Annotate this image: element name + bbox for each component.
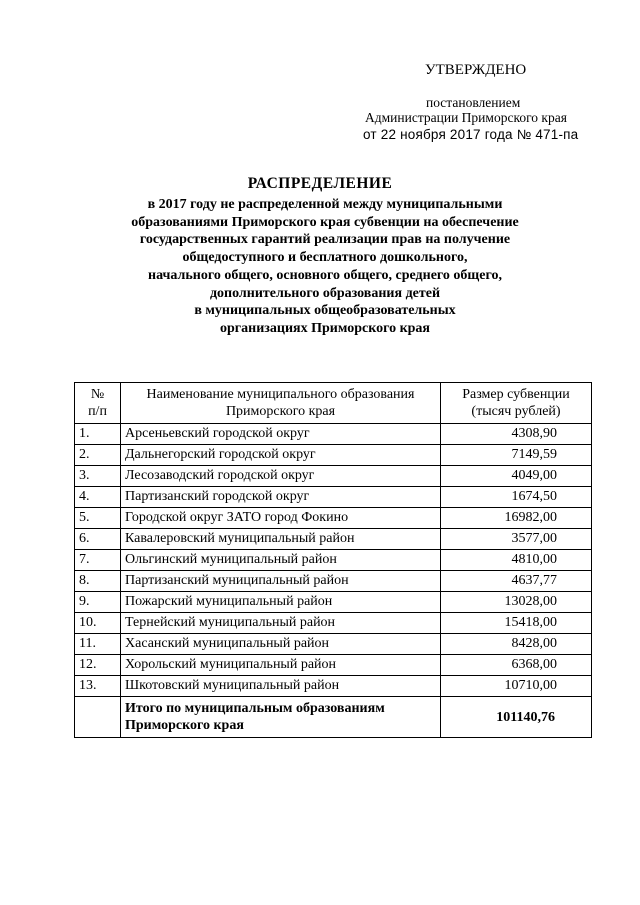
row-amount: 7149,59	[441, 445, 592, 466]
approved-label: УТВЕРЖДЕНО	[425, 62, 527, 78]
header-amount-line2: (тысяч рублей)	[471, 404, 561, 419]
row-amount: 8428,00	[441, 634, 592, 655]
table-row	[75, 655, 592, 676]
header-number	[75, 383, 121, 424]
header-name-line2: Приморского края	[225, 404, 336, 419]
row-name: Ольгинский муниципальный район	[121, 550, 441, 571]
decree-line-2: Администрации Приморского края	[365, 110, 567, 125]
table-row	[75, 550, 592, 571]
document-title: РАСПРЕДЕЛЕНИЕ	[247, 175, 393, 192]
row-amount: 6368,00	[441, 655, 592, 676]
subtitle-line: начального общего, основного общего, среднего общего,	[148, 267, 502, 283]
row-number: 10.	[75, 613, 121, 634]
subtitle-line: образованиями Приморского края субвенции на обеспечение	[131, 214, 519, 230]
row-name: Хасанский муниципальный район	[121, 634, 441, 655]
row-number: 12.	[75, 655, 121, 676]
table-row	[75, 592, 592, 613]
subtitle-line: в 2017 году не распределенной между муниципальными	[147, 197, 503, 212]
total-label-line1: Итого по муниципальным образованиям	[125, 701, 385, 716]
row-amount: 3577,00	[441, 529, 592, 550]
table-row	[75, 529, 592, 550]
subtitle-line: дополнительного образования детей	[209, 285, 441, 301]
subtitle-line: организациях Приморского края	[219, 320, 431, 336]
subtitle-line: в муниципальных общеобразовательных	[194, 303, 456, 319]
table-row	[75, 487, 592, 508]
row-number: 6.	[75, 529, 121, 550]
row-number: 7.	[75, 550, 121, 571]
header-number-line1: №	[90, 387, 105, 402]
row-amount: 4049,00	[441, 466, 592, 487]
row-number: 1.	[75, 424, 121, 445]
row-number: 11.	[75, 634, 121, 655]
row-amount: 4637,77	[441, 571, 592, 592]
table-row	[75, 424, 592, 445]
header-number-line2: п/п	[88, 404, 107, 419]
decree-date-number: от 22 ноября 2017 года № 471-па	[363, 127, 579, 142]
row-amount: 16982,00	[441, 508, 592, 529]
table-row	[75, 466, 592, 487]
row-name: Дальнегорский городской округ	[121, 445, 441, 466]
row-amount: 1674,50	[441, 487, 592, 508]
total-row	[75, 697, 592, 738]
row-number: 13.	[75, 676, 121, 697]
table-row	[75, 571, 592, 592]
row-name: Хорольский муниципальный район	[121, 655, 441, 676]
row-amount: 10710,00	[441, 676, 592, 697]
row-amount: 4308,90	[441, 424, 592, 445]
subtitle-line: государственных гарантий реализации прав на получение	[139, 232, 511, 248]
row-amount: 13028,00	[441, 592, 592, 613]
total-amount: 101140,76	[441, 697, 592, 738]
table-header-row	[75, 383, 592, 424]
row-number: 3.	[75, 466, 121, 487]
total-number	[75, 697, 121, 738]
row-name: Лесозаводский городской округ	[121, 466, 441, 487]
distribution-table	[74, 382, 592, 738]
row-name: Шкотовский муниципальный район	[121, 676, 441, 697]
row-name: Кавалеровский муниципальный район	[121, 529, 441, 550]
header-name	[121, 383, 441, 424]
row-name: Партизанский муниципальный район	[121, 571, 441, 592]
table-row	[75, 445, 592, 466]
row-number: 8.	[75, 571, 121, 592]
row-number: 5.	[75, 508, 121, 529]
table-row	[75, 634, 592, 655]
table-row	[75, 676, 592, 697]
row-amount: 15418,00	[441, 613, 592, 634]
row-number: 2.	[75, 445, 121, 466]
table-row	[75, 613, 592, 634]
table-row	[75, 508, 592, 529]
header-amount	[441, 383, 592, 424]
row-amount: 4810,00	[441, 550, 592, 571]
row-name: Арсеньевский городской округ	[121, 424, 441, 445]
document-subtitle	[80, 196, 570, 338]
subtitle-line: общедоступного и бесплатного дошкольного,	[182, 250, 468, 266]
row-name: Партизанский городской округ	[121, 487, 441, 508]
header-name-line1: Наименование муниципального образования	[146, 387, 415, 402]
row-number: 4.	[75, 487, 121, 508]
row-name: Городской округ ЗАТО город Фокино	[121, 508, 441, 529]
total-label	[121, 697, 441, 738]
row-number: 9.	[75, 592, 121, 613]
total-label-line2: Приморского края	[125, 718, 244, 733]
row-name: Тернейский муниципальный район	[121, 613, 441, 634]
header-amount-line1: Размер субвенции	[462, 387, 570, 402]
decree-line-1: постановлением	[426, 95, 521, 110]
row-name: Пожарский муниципальный район	[121, 592, 441, 613]
